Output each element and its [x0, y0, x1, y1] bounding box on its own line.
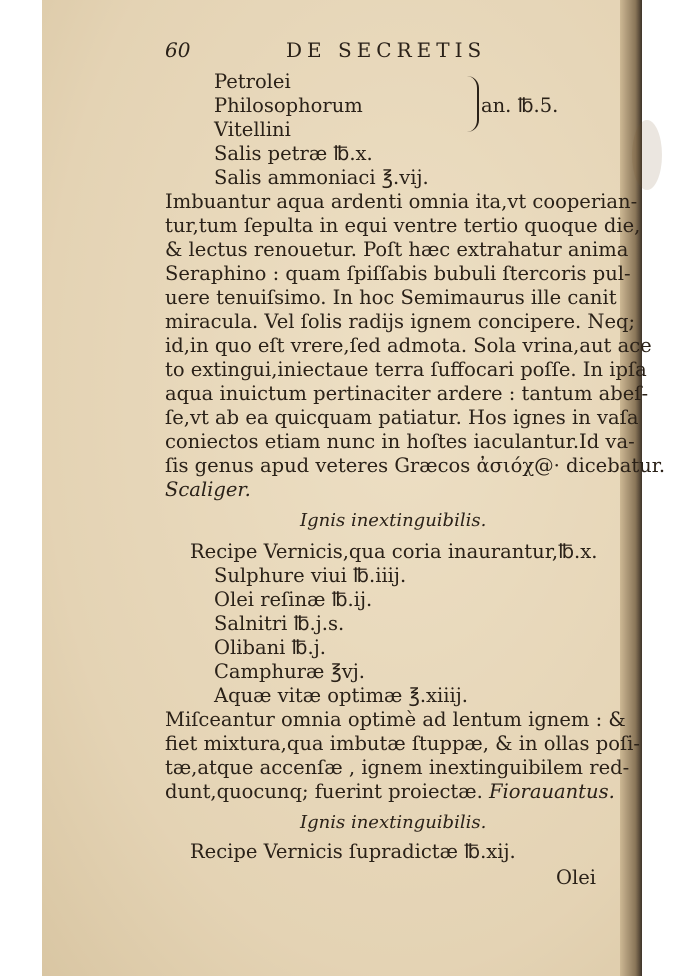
- ingredient-line: Olibani ℔.j.: [214, 636, 326, 659]
- text-line: uere tenuiſsimo. In hoc Semimaurus ille canit: [165, 286, 617, 309]
- text-line: aqua inuictum pertinaciter ardere : tantum abeſ-: [165, 382, 649, 405]
- recipe-line: Recipe Vernicis,qua coria inaurantur,℔.x.: [190, 540, 598, 563]
- section-heading: Ignis inextinguibilis.: [300, 812, 487, 833]
- text-line: to extingui,iniectaue terra ſuffocari poſſe. In ipſa: [165, 358, 647, 381]
- text-line: tæ,atque accenſæ , ignem inextinguibilem red-: [165, 756, 630, 779]
- text-line: id,in quo eſt vrere,ſed admota. Sola vrina,aut ace: [165, 334, 652, 357]
- ingredient-line: Vitellini: [214, 118, 291, 141]
- catchword: Olei: [556, 866, 596, 889]
- text-line: coniectos etiam nunc in hoſtes iaculantur.Id va-: [165, 430, 635, 453]
- text-line: [165, 780, 615, 804]
- ingredient-line: Salnitri ℔.j.s.: [214, 612, 345, 635]
- author-attribution: Fiorauantus.: [488, 780, 615, 803]
- paper-stain: [632, 120, 662, 190]
- text-line: Seraphino : quam ſpiſſabis bubuli ſtercoris pul-: [165, 262, 631, 285]
- ingredient-line: Salis petræ ℔.x.: [214, 142, 373, 165]
- ingredient-line: Petrolei: [214, 70, 291, 93]
- text-line-body: dunt,quocunq; fuerint proiectæ.: [165, 780, 483, 803]
- section-heading: Ignis inextinguibilis.: [300, 510, 487, 531]
- grouping-brace: [463, 76, 479, 132]
- text-line: tur,tum ſepulta in equi ventre tertio quoque die,: [165, 214, 641, 237]
- brace-label: an. ℔.5.: [481, 94, 559, 117]
- text-line: ſe,vt ab ea quicquam patiatur. Hos ignes in vaſa: [165, 406, 639, 429]
- text-line: fiet mixtura,qua imbutæ ſtuppæ, & in ollas poſi-: [165, 732, 641, 755]
- ingredient-line: Salis ammoniaci ℥.vij.: [214, 166, 429, 189]
- text-line: Imbuantur aqua ardenti omnia ita,vt cooperian-: [165, 190, 638, 213]
- page-number: 60: [165, 38, 191, 62]
- ingredient-line: Aquæ vitæ optimæ ℥.xiiij.: [214, 684, 468, 707]
- text-line: Miſceantur omnia optimè ad lentum ignem : &: [165, 708, 626, 731]
- text-line: & lectus renouetur. Poſt hæc extrahatur anima: [165, 238, 629, 261]
- text-line: ſis genus apud veteres Græcos ἀσιόχ@· dicebatur.: [165, 454, 666, 477]
- running-title: DE SECRETIS: [286, 38, 487, 62]
- ingredient-line: Philosophorum: [214, 94, 363, 117]
- recipe-line: Recipe Vernicis ſupradictæ ℔.xij.: [190, 840, 516, 863]
- ingredient-line: Camphuræ ℥vj.: [214, 660, 366, 683]
- ingredient-line: Sulphure viui ℔.iiij.: [214, 564, 407, 587]
- author-attribution: Scaliger.: [165, 478, 251, 501]
- text-line: miracula. Vel ſolis radijs ignem concipere. Neq;: [165, 310, 636, 333]
- ingredient-line: Olei reſinæ ℔.ij.: [214, 588, 373, 611]
